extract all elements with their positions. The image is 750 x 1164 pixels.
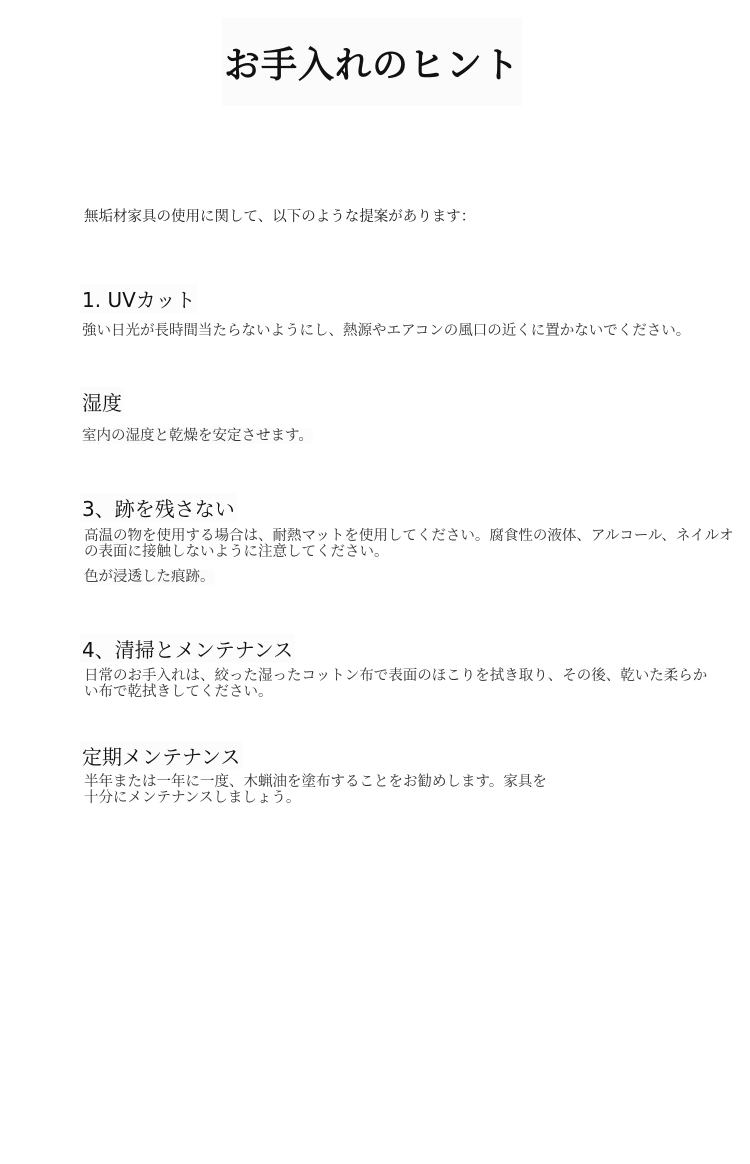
section-heading-humidity: 湿度	[80, 387, 124, 416]
title-box	[222, 18, 522, 106]
section-body-no-marks-line-2: の表面に接触しないように注意してください。	[84, 544, 389, 560]
section-heading-maintenance: 定期メンテナンス	[80, 741, 242, 770]
intro-text: 無垢材家具の使用に関して、以下のような提案があります：	[84, 209, 476, 225]
section-body-no-marks-line-3: 色が浸透した痕跡。	[84, 569, 215, 585]
section-heading-no-marks: 3、跡を残さない	[80, 493, 237, 522]
section-heading-uv: 1. UVカット	[80, 284, 198, 313]
section-body-no-marks-line-1: 高温の物を使用する場合は、耐熱マットを使用してください。腐食性の液体、アルコール、ネイルオ	[84, 528, 734, 544]
page-title: お手入れのヒント	[223, 44, 520, 86]
section-body-uv: 強い日光が長時間当たらないようにし、熱源やエアコンの風口の近くに置かないでください。	[82, 323, 691, 339]
section-body-maintenance-line-2: 十分にメンテナンスしましょう。	[84, 790, 301, 806]
section-body-maintenance-line-1: 半年または一年に一度、木蝋油を塗布することをお勧めします。家具を	[84, 774, 547, 790]
section-body-humidity: 室内の湿度と乾燥を安定させます。	[82, 428, 313, 444]
section-body-cleaning-line-2: い布で乾拭きしてください。	[84, 684, 273, 700]
section-body-no-marks-wrap	[82, 528, 750, 544]
section-heading-cleaning: 4、清掃とメンテナンス	[80, 634, 295, 663]
section-body-cleaning-line-1: 日常のお手入れは、絞った湿ったコットン布で表面のほこりを拭き取り、その後、乾いた柔らか	[84, 668, 708, 684]
